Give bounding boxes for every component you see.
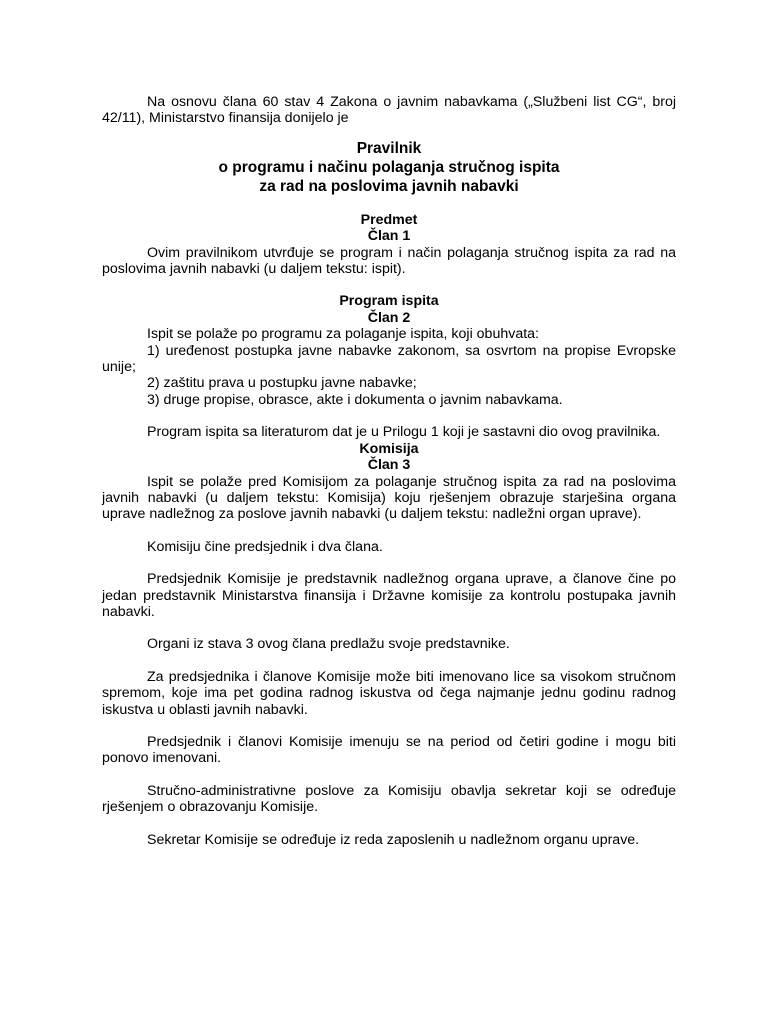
clan-3-paragraph-3: Predsjednik Komisije je predstavnik nadležnog organa uprave, a članove čine po jedan predstavnik Ministarstva finansija i Državne komisije za kontrolu postupaka javnih nabavki. (102, 571, 676, 620)
section-heading-komisija: Komisija (359, 440, 419, 457)
clan-3-paragraph-1: Ispit se polaže pred Komisijom za polaganje stručnog ispita za rad na poslovima javnih nabavki (u daljem tekstu: Komisija) koju rješenjem obrazuje starješina organa uprave nadležnog za poslove javnih nabavki (u daljem tekstu: nadležni organ uprave). (102, 473, 676, 523)
title-line-3: za rad na poslovima javnih nabavki (259, 177, 519, 195)
title-line-2: o programu i načinu polaganja stručnog ispita (218, 158, 560, 176)
section-heading-program: Program ispita (339, 293, 439, 310)
clan-3-paragraph-4: Organi iz stava 3 ovog člana predlažu svoje predstavnike. (147, 636, 510, 653)
intro-paragraph: Na osnovu člana 60 stav 4 Zakona o javnim nabavkama („Službeni list CG“, broj 42/11), Ministarstvo finansija donijelo je (102, 94, 676, 127)
document-title (102, 139, 676, 196)
section-heading-predmet: Predmet (360, 211, 418, 228)
clan-1-heading: Član 1 (367, 228, 411, 245)
clan-2-paragraph-2: Program ispita sa literaturom dat je u Prilogu 1 koji je sastavni dio ovog pravilnika. (147, 424, 661, 441)
clan-3-paragraph-6: Predsjednik i članovi Komisije imenuju se na period od četiri godine i mogu biti ponovo imenovani. (102, 733, 676, 767)
title-line-1: Pravilnik (356, 139, 422, 157)
document-page (102, 94, 676, 848)
clan-3-paragraph-2: Komisiju čine predsjednik i dva člana. (147, 538, 383, 555)
clan-3-paragraph-8: Sekretar Komisije se određuje iz reda zaposlenih u nadležnom organu uprave. (147, 831, 640, 848)
clan-2-heading: Član 2 (367, 309, 411, 326)
clan-2-item-2: 2) zaštitu prava u postupku javne nabavke; (147, 375, 417, 392)
clan-3-paragraph-7: Stručno-administrativne poslove za Komisiju obavlja sekretar koji se određuje rješenjem o obrazovanju Komisije. (102, 782, 676, 816)
clan-1-paragraph: Ovim pravilnikom utvrđuje se program i način polaganja stručnog ispita za rad na poslovima javnih nabavki (u daljem tekstu: ispit). (102, 244, 676, 278)
clan-2-intro: Ispit se polaže po programu za polaganje ispita, koji obuhvata: (147, 326, 539, 343)
clan-3-heading: Član 3 (367, 457, 411, 474)
clan-2-item-1: 1) uređenost postupka javne nabavke zakonom, sa osvrtom na propise Evropske unije; (102, 342, 676, 376)
clan-3-paragraph-5: Za predsjednika i članove Komisije može biti imenovano lice sa visokom stručnom spremom, koje ima pet godina radnog iskustva od čega najmanje jednu godinu radnog iskustva u oblasti javnih nabavki. (102, 668, 676, 718)
clan-2-item-3: 3) druge propise, obrasce, akte i dokumenta o javnim nabavkama. (147, 391, 563, 408)
